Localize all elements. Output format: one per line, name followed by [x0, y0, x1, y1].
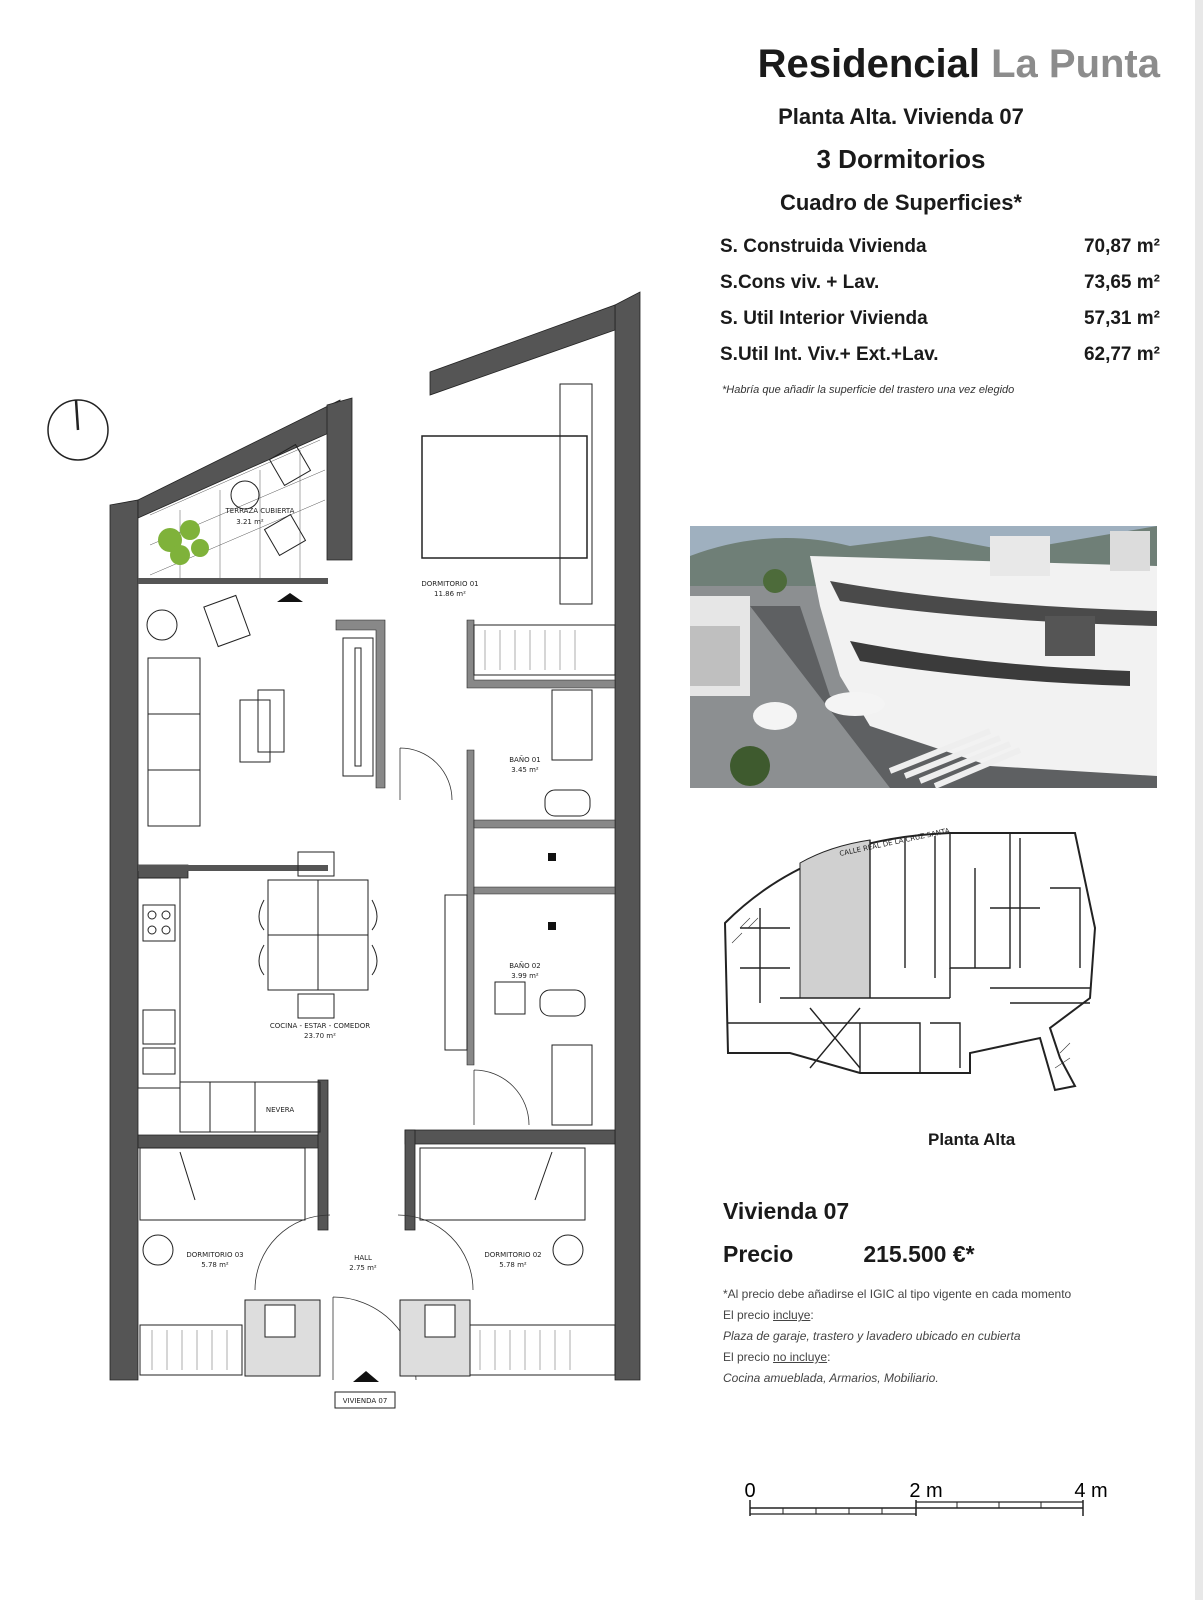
cocina-name: COCINA - ESTAR - COMEDOR — [269, 1022, 371, 1030]
dormitorio3-name: DORMITORIO 03 — [186, 1251, 244, 1259]
nevera-label: NEVERA — [265, 1106, 295, 1114]
hob-icon — [143, 905, 175, 941]
excludes-heading: El precio no incluye: — [723, 1350, 831, 1364]
dormitorio3-area: 5.78 m² — [201, 1261, 229, 1269]
scale-label-0: 0 — [744, 1480, 756, 1502]
includes-text: Plaza de garaje, trastero y lavadero ubicado en cubierta — [723, 1329, 1021, 1343]
scale-label-2m: 2 m — [909, 1480, 943, 1502]
plant-icon — [158, 520, 209, 565]
terraza-area: 3.21 m² — [236, 518, 264, 526]
hall-area: 2.75 m² — [349, 1264, 377, 1272]
page-edge — [1195, 0, 1203, 1600]
dining-table-icon — [259, 852, 377, 1018]
terraza-name: TERRAZA CUBIERTA — [225, 507, 295, 515]
dormitorio2-name: DORMITORIO 02 — [484, 1251, 542, 1259]
key-plan-label: Planta Alta — [928, 1130, 1016, 1149]
scale-label-4m: 4 m — [1074, 1480, 1108, 1502]
area-row: S.Util Int. Viv.+ Ext.+Lav. 62,77 m² — [720, 344, 1160, 365]
areas-table — [720, 236, 1160, 380]
area-row: S. Construida Vivienda 70,87 m² — [720, 236, 1160, 257]
price-line — [723, 1241, 1163, 1268]
hall-name: HALL — [354, 1254, 372, 1262]
area-row: S. Util Interior Vivienda 57,31 m² — [720, 308, 1160, 329]
igic-note: *Al precio debe añadirse el IGIC al tipo vigente en cada momento — [723, 1287, 1072, 1301]
subtitle-areas-table: Cuadro de Superficies* — [779, 190, 1023, 215]
bano1-name: BAÑO 01 — [509, 756, 541, 764]
includes-heading: El precio incluye: — [723, 1308, 814, 1322]
dormitorio1-name: DORMITORIO 01 — [421, 580, 479, 588]
key-plan-street-label: CALLE REAL DE LA CRUZ SANTA — [838, 826, 951, 858]
areas-footnote: *Habría que añadir la superficie del trastero una vez elegido — [722, 384, 1015, 396]
north-arrow-icon — [48, 400, 108, 460]
dormitorio2-area: 5.78 m² — [499, 1261, 527, 1269]
page-title: Residencial La Punta — [757, 42, 1160, 86]
bano2-area: 3.99 m² — [511, 972, 539, 980]
building-photo — [690, 526, 1157, 788]
excludes-text: Cocina amueblada, Armarios, Mobiliario. — [723, 1371, 939, 1385]
price-block — [723, 1198, 1163, 1389]
area-row: S.Cons viv. + Lav. 73,65 m² — [720, 272, 1160, 293]
floor-plan — [40, 300, 660, 1460]
bano1-area: 3.45 m² — [511, 766, 539, 774]
unit-tag: VIVIENDA 07 — [342, 1397, 388, 1405]
subtitle-bedrooms: 3 Dormitorios — [816, 144, 986, 174]
cocina-area: 23.70 m² — [304, 1032, 336, 1040]
scale-bar — [744, 1480, 1118, 1530]
price-value: 215.500 €* — [863, 1241, 975, 1267]
price-unit: Vivienda 07 — [723, 1198, 850, 1224]
bano2-name: BAÑO 02 — [509, 962, 541, 970]
subtitle-floor-unit: Planta Alta. Vivienda 07 — [778, 104, 1024, 129]
price-label: Precio — [723, 1241, 794, 1267]
key-plan — [720, 828, 1130, 1118]
price-notes — [723, 1284, 1163, 1389]
dormitorio1-area: 11.86 m² — [434, 590, 466, 598]
